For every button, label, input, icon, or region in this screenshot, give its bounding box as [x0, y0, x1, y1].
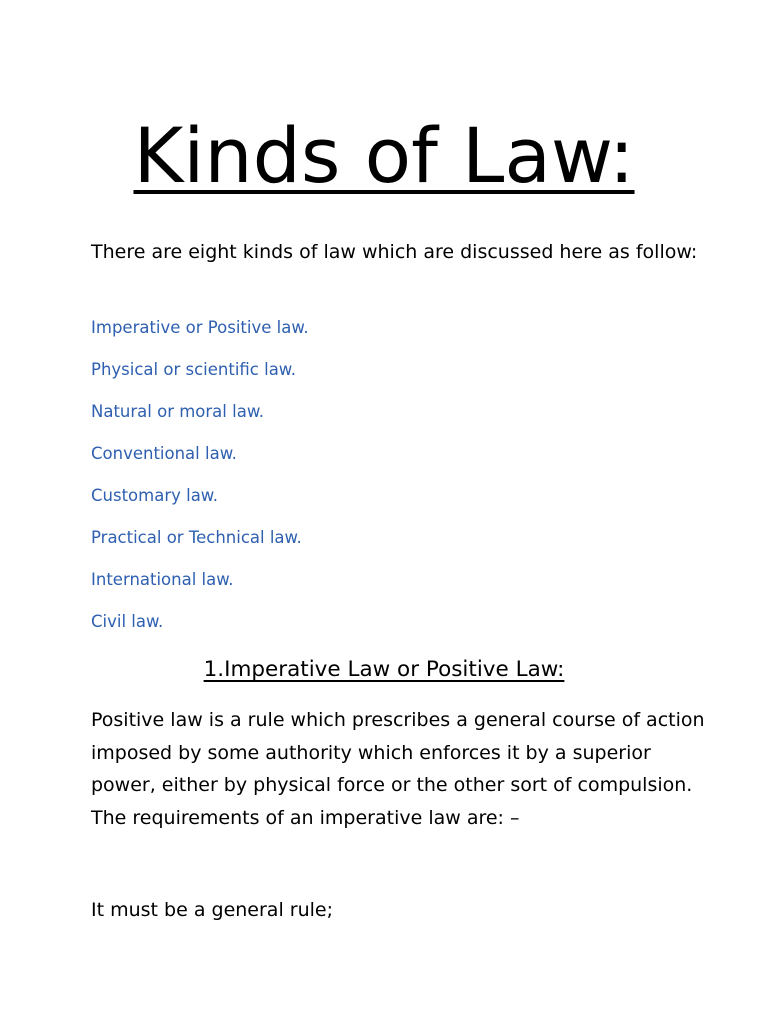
list-item: Conventional law.: [91, 444, 237, 463]
paragraph-line: Positive law is a rule which prescribes a general course of action: [91, 709, 705, 731]
list-item: Practical or Technical law.: [91, 528, 302, 547]
paragraph-line: power, either by physical force or the other sort of compulsion.: [91, 774, 693, 796]
document-title: Kinds of Law:: [133, 111, 635, 200]
list-item: International law.: [91, 570, 234, 589]
paragraph-line: imposed by some authority which enforces it by a superior: [91, 741, 651, 764]
list-item: Customary law.: [91, 486, 219, 505]
list-item: Physical or scientific law.: [91, 360, 297, 379]
list-item: Imperative or Positive law.: [91, 318, 309, 337]
intro-text: There are eight kinds of law which are discussed here as follow:: [91, 241, 698, 263]
kinds-of-law-list: [91, 316, 309, 652]
list-item: Civil law.: [91, 612, 164, 631]
list-item: Natural or moral law.: [91, 402, 265, 421]
section-heading: 1.Imperative Law or Positive Law:: [203, 657, 565, 682]
body-paragraph: [91, 704, 711, 834]
requirement-text: It must be a general rule;: [91, 899, 333, 921]
paragraph-line: The requirements of an imperative law are: –: [91, 806, 520, 829]
